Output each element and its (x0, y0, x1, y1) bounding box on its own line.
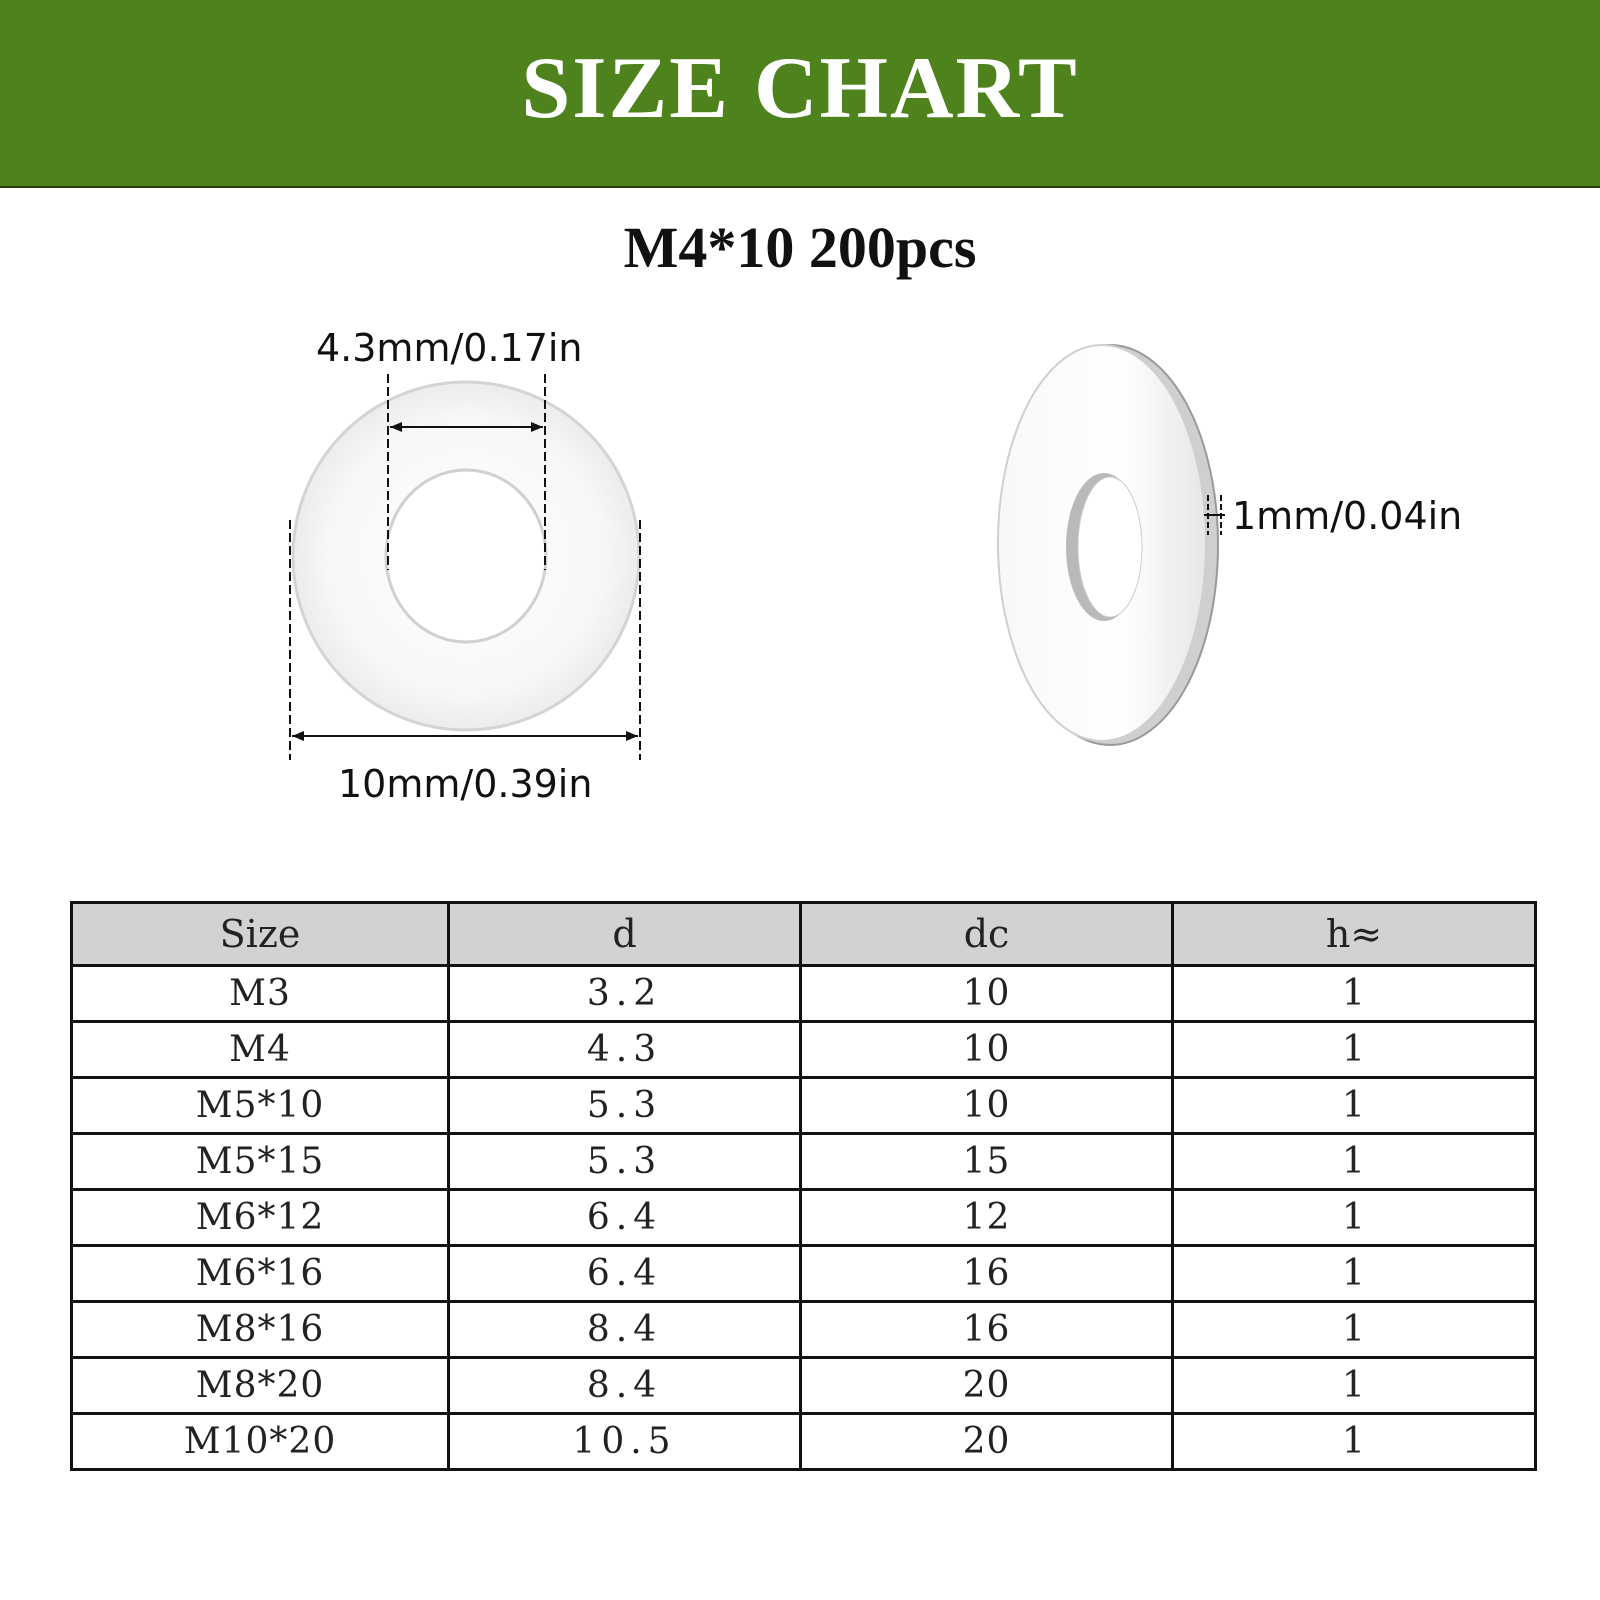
cell-d: 4.3 (449, 1022, 801, 1078)
cell-h: 1 (1173, 1246, 1536, 1302)
cell-size: M6*16 (72, 1246, 449, 1302)
cell-size: M6*12 (72, 1190, 449, 1246)
cell-size: M10*20 (72, 1414, 449, 1470)
cell-dc: 10 (801, 1078, 1173, 1134)
table-row (72, 1190, 1536, 1246)
cell-dc: 20 (801, 1414, 1173, 1470)
washer-side-hole (1078, 477, 1142, 617)
page-title: SIZE CHART (521, 39, 1079, 137)
cell-dc: 12 (801, 1190, 1173, 1246)
cell-h: 1 (1173, 1134, 1536, 1190)
washer-front-view (280, 360, 650, 770)
table-row (72, 966, 1536, 1022)
cell-dc: 10 (801, 966, 1173, 1022)
table-row (72, 1022, 1536, 1078)
column-header-h: h≈ (1173, 903, 1536, 966)
size-spec-table (70, 901, 1537, 1471)
table-row (72, 1414, 1536, 1470)
cell-d: 8.4 (449, 1302, 801, 1358)
cell-h: 1 (1173, 1414, 1536, 1470)
cell-d: 6.4 (449, 1190, 801, 1246)
cell-d: 3.2 (449, 966, 801, 1022)
cell-d: 5.3 (449, 1078, 801, 1134)
cell-dc: 10 (801, 1022, 1173, 1078)
cell-h: 1 (1173, 1022, 1536, 1078)
cell-dc: 15 (801, 1134, 1173, 1190)
cell-h: 1 (1173, 966, 1536, 1022)
cell-dc: 16 (801, 1302, 1173, 1358)
cell-size: M5*15 (72, 1134, 449, 1190)
outer-arrow-right (626, 731, 638, 741)
cell-size: M5*10 (72, 1078, 449, 1134)
cell-h: 1 (1173, 1302, 1536, 1358)
cell-d: 5.3 (449, 1134, 801, 1190)
thickness-label: 1mm/0.04in (1232, 494, 1463, 538)
cell-size: M8*20 (72, 1358, 449, 1414)
cell-size: M4 (72, 1022, 449, 1078)
column-header-d: d (449, 903, 801, 966)
table-row (72, 1246, 1536, 1302)
washer-side-view (990, 335, 1230, 755)
header-banner (0, 0, 1600, 188)
cell-dc: 16 (801, 1246, 1173, 1302)
cell-h: 1 (1173, 1078, 1536, 1134)
cell-d: 6.4 (449, 1246, 801, 1302)
table-row (72, 1134, 1536, 1190)
cell-size: M8*16 (72, 1302, 449, 1358)
cell-d: 8.4 (449, 1358, 801, 1414)
washer-front-hole (386, 470, 546, 642)
table-row (72, 1358, 1536, 1414)
cell-h: 1 (1173, 1190, 1536, 1246)
column-header-dc: dc (801, 903, 1173, 966)
table-row (72, 1302, 1536, 1358)
hole-diameter-label: 4.3mm/0.17in (316, 326, 583, 370)
column-header-size: Size (72, 903, 449, 966)
outer-diameter-label: 10mm/0.39in (338, 762, 593, 806)
cell-h: 1 (1173, 1358, 1536, 1414)
cell-size: M3 (72, 966, 449, 1022)
outer-arrow-left (292, 731, 304, 741)
cell-dc: 20 (801, 1358, 1173, 1414)
table-row (72, 1078, 1536, 1134)
product-subtitle: M4*10 200pcs (623, 215, 977, 280)
table-header-row (72, 903, 1536, 966)
cell-d: 10.5 (449, 1414, 801, 1470)
